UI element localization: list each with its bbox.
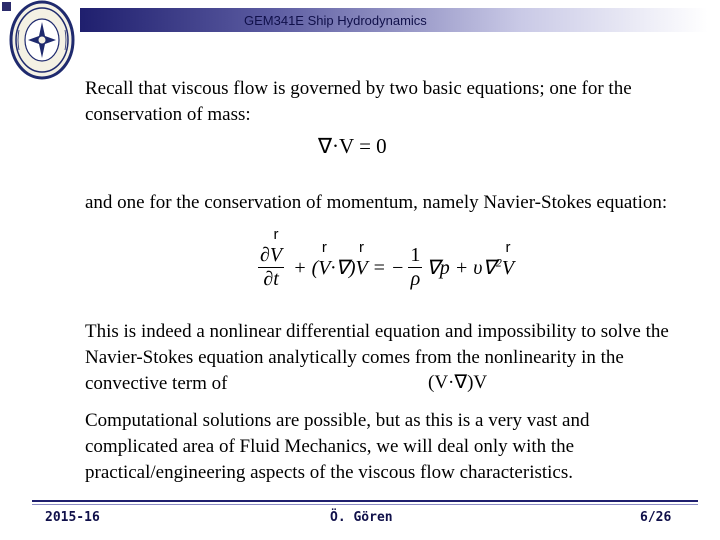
- footer-page-number: 6/26: [640, 510, 672, 525]
- paragraph-computational-solutions: Computational solutions are possible, but as this is a very vast and complicated area of Fluid Mechanics, we will deal only with the practical/engineering aspects of the viscous flow characteristics.: [85, 410, 590, 483]
- convective-term-inline: (V·∇)V: [428, 372, 488, 393]
- footer-author: Ö. Gören: [330, 510, 393, 525]
- university-logo: [9, 0, 75, 82]
- paragraph-nonlinearity: This is indeed a nonlinear differential equation and impossibility to solve the Navier-Stokes equation analytically comes from the nonlinearity in the convective term of: [85, 321, 669, 394]
- footer-divider-secondary: [32, 504, 698, 505]
- paragraph-mass-conservation: Recall that viscous flow is governed by two basic equations; one for the conservation of mass:: [85, 78, 632, 125]
- time-derivative-fraction: $\frac{\text{∂r V}}{\partial t}$: [258, 244, 284, 291]
- footer-year: 2015-16: [45, 510, 100, 525]
- pressure-viscous-terms: ∇p + υ∇$^2$r V: [426, 255, 514, 280]
- navier-stokes-equation: [258, 244, 514, 291]
- continuity-equation: ∇·V = 0: [318, 134, 387, 158]
- density-fraction: $\frac{1}{\rho}$: [410, 244, 421, 290]
- paragraph-momentum-conservation: and one for the conservation of momentum, namely Navier-Stokes equation:: [85, 192, 668, 213]
- footer-divider: [32, 500, 698, 502]
- slide-header-title: GEM341E Ship Hydrodynamics: [244, 13, 427, 28]
- convective-term: + (r V·∇)r V = −: [288, 255, 404, 280]
